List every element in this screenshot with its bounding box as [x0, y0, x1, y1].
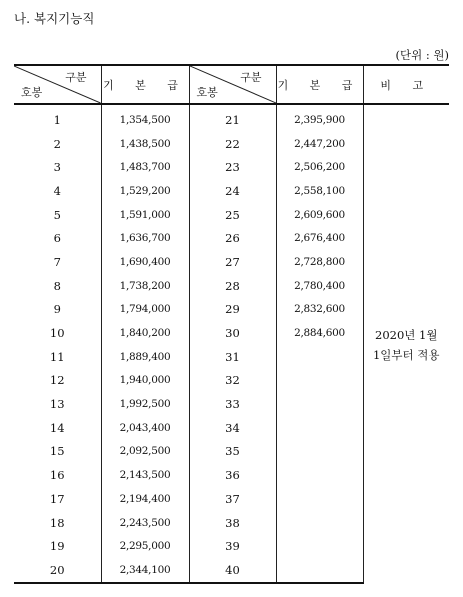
grade-cell: 21	[189, 104, 276, 132]
base-pay-cell: 2,780,400	[276, 274, 363, 298]
grade-cell: 39	[189, 534, 276, 558]
base-pay-cell	[276, 463, 363, 487]
base-pay-cell: 2,676,400	[276, 226, 363, 250]
header-grade-label-a: 호봉	[21, 86, 43, 99]
grade-cell: 7	[14, 250, 101, 274]
header-base-pay-b	[276, 65, 363, 104]
header-base-pay-a	[101, 65, 189, 104]
grade-cell: 26	[189, 226, 276, 250]
base-pay-cell: 1,438,500	[101, 132, 189, 156]
grade-cell: 31	[189, 345, 276, 369]
header-category-label-b: 구분	[240, 71, 262, 84]
base-pay-cell	[276, 534, 363, 558]
grade-cell: 29	[189, 298, 276, 322]
grade-cell: 17	[14, 487, 101, 511]
base-pay-cell: 1,794,000	[101, 298, 189, 322]
grade-cell: 28	[189, 274, 276, 298]
base-pay-cell	[276, 345, 363, 369]
base-pay-cell	[276, 440, 363, 464]
grade-cell: 30	[189, 321, 276, 345]
remarks-line: 1일부터 적용	[372, 348, 440, 363]
salary-table-body	[14, 65, 449, 583]
header-base-pay-label-a: 기 본 급	[103, 78, 187, 92]
base-pay-cell	[276, 487, 363, 511]
header-remarks-label: 비 고	[380, 78, 433, 92]
grade-cell: 1	[14, 104, 101, 132]
grade-cell: 40	[189, 558, 276, 583]
salary-table	[14, 64, 449, 584]
base-pay-cell: 1,591,000	[101, 203, 189, 227]
grade-cell: 24	[189, 179, 276, 203]
grade-cell: 25	[189, 203, 276, 227]
base-pay-cell: 1,636,700	[101, 226, 189, 250]
grade-cell: 5	[14, 203, 101, 227]
grade-cell: 2	[14, 132, 101, 156]
grade-cell: 22	[189, 132, 276, 156]
base-pay-cell: 2,506,200	[276, 155, 363, 179]
header-category-label-a: 구분	[65, 71, 87, 84]
grade-cell: 4	[14, 179, 101, 203]
remarks-line: 2020년 1월	[375, 328, 438, 343]
grade-cell: 37	[189, 487, 276, 511]
base-pay-cell: 2,344,100	[101, 558, 189, 583]
base-pay-cell: 2,194,400	[101, 487, 189, 511]
base-pay-cell	[276, 392, 363, 416]
base-pay-cell: 1,354,500	[101, 104, 189, 132]
grade-cell: 32	[189, 369, 276, 393]
table-header-row	[14, 65, 449, 104]
grade-cell: 34	[189, 416, 276, 440]
base-pay-cell: 1,483,700	[101, 155, 189, 179]
grade-cell: 38	[189, 511, 276, 535]
base-pay-cell: 2,728,800	[276, 250, 363, 274]
base-pay-cell: 2,243,500	[101, 511, 189, 535]
base-pay-cell: 1,992,500	[101, 392, 189, 416]
header-grade-label-b: 호봉	[196, 86, 218, 99]
grade-cell: 11	[14, 345, 101, 369]
grade-cell: 16	[14, 463, 101, 487]
grade-cell: 27	[189, 250, 276, 274]
base-pay-cell	[276, 511, 363, 535]
grade-cell: 33	[189, 392, 276, 416]
base-pay-cell: 1,889,400	[101, 345, 189, 369]
base-pay-cell: 2,884,600	[276, 321, 363, 345]
grade-cell: 6	[14, 226, 101, 250]
unit-label: (단위 : 원)	[395, 48, 449, 62]
grade-cell: 36	[189, 463, 276, 487]
base-pay-cell: 1,529,200	[101, 179, 189, 203]
section-title: 나. 복지기능직	[14, 11, 95, 26]
base-pay-cell: 2,558,100	[276, 179, 363, 203]
base-pay-cell: 2,447,200	[276, 132, 363, 156]
base-pay-cell: 2,043,400	[101, 416, 189, 440]
grade-cell: 8	[14, 274, 101, 298]
base-pay-cell: 2,143,500	[101, 463, 189, 487]
grade-cell: 20	[14, 558, 101, 583]
grade-cell: 3	[14, 155, 101, 179]
grade-cell: 12	[14, 369, 101, 393]
grade-cell: 13	[14, 392, 101, 416]
table-row	[14, 104, 449, 132]
base-pay-cell: 2,092,500	[101, 440, 189, 464]
base-pay-cell	[276, 416, 363, 440]
base-pay-cell: 2,395,900	[276, 104, 363, 132]
grade-cell: 23	[189, 155, 276, 179]
grade-cell: 18	[14, 511, 101, 535]
base-pay-cell: 2,609,600	[276, 203, 363, 227]
header-remarks	[363, 65, 449, 104]
base-pay-cell: 2,832,600	[276, 298, 363, 322]
base-pay-cell: 1,738,200	[101, 274, 189, 298]
grade-cell: 15	[14, 440, 101, 464]
grade-cell: 35	[189, 440, 276, 464]
grade-cell: 14	[14, 416, 101, 440]
header-diagonal-cell-b	[189, 65, 276, 104]
base-pay-cell	[276, 558, 363, 583]
grade-cell: 10	[14, 321, 101, 345]
base-pay-cell: 1,840,200	[101, 321, 189, 345]
grade-cell: 9	[14, 298, 101, 322]
base-pay-cell	[276, 369, 363, 393]
header-base-pay-label-b: 기 본 급	[277, 78, 362, 92]
remarks-cell	[363, 104, 449, 583]
base-pay-cell: 1,690,400	[101, 250, 189, 274]
base-pay-cell: 1,940,000	[101, 369, 189, 393]
header-diagonal-cell-a	[14, 65, 101, 104]
grade-cell: 19	[14, 534, 101, 558]
base-pay-cell: 2,295,000	[101, 534, 189, 558]
